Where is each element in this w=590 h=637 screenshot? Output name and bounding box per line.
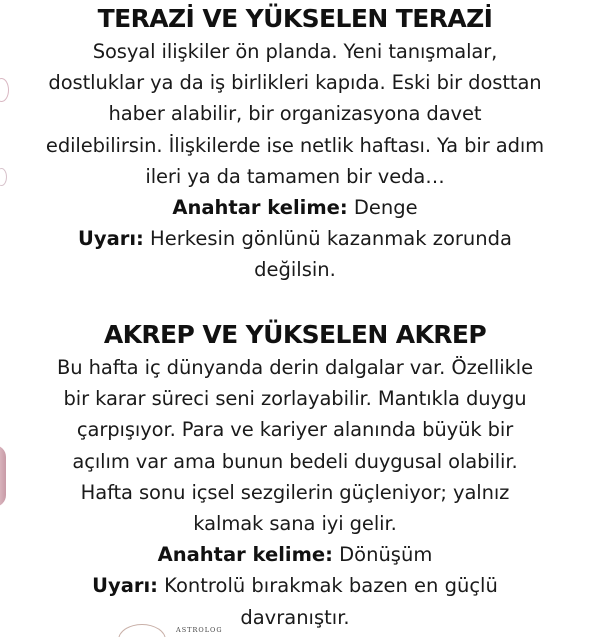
libra-description-line: haber alabilir, bir organizasyona davet (108, 102, 482, 126)
libra-warning (0, 223, 590, 254)
warning-text: Herkesin gönlünü kazanmak zorunda (143, 227, 512, 251)
scorpio-heading: AKREP VE YÜKSELEN AKREP (103, 320, 487, 349)
warning-text: Kontrolü bırakmak bazen en güçlü (157, 574, 498, 598)
scorpio-warning (0, 570, 590, 601)
scorpio-description-line: Bu hafta iç dünyanda derin dalgalar var. Özellikle (56, 356, 534, 379)
keyword-label: Anahtar kelime: (157, 543, 333, 567)
warning-label: Uyarı: (92, 574, 158, 598)
libra-description-line: dostluklar ya da iş birlikleri kapıda. Eski bir dosttan (48, 71, 542, 95)
keyword-label: Anahtar kelime: (172, 196, 348, 220)
warning-label: Uyarı: (78, 227, 144, 251)
libra-section (0, 2, 590, 286)
scorpio-description-line: çarpışıyor. Para ve kariyer alanında büyük bir (76, 418, 514, 442)
libra-warning-continued: değilsin. (254, 258, 336, 282)
libra-heading: TERAZİ VE YÜKSELEN TERAZİ (97, 4, 493, 33)
libra-description-line: Sosyal ilişkiler ön planda. Yeni tanışmalar, (92, 40, 498, 63)
libra-description-line: edilebilirsin. İlişkilerde ise netlik haftası. Ya bir adım (45, 133, 545, 157)
libra-description-line: ileri ya da tamamen bir veda… (145, 164, 445, 188)
scorpio-warning-continued: davranıştır. (240, 605, 350, 629)
scorpio-description-line: kalmak sana iyi gelir. (193, 512, 397, 536)
libra-description (5, 36, 585, 192)
keyword-value: Dönüşüm (332, 543, 433, 567)
scorpio-section (0, 318, 590, 633)
libra-keyword (0, 192, 590, 223)
scorpio-description-line: açılım var ama bunun bedeli duygusal olabilir. (72, 449, 518, 473)
scorpio-keyword (0, 539, 590, 570)
scorpio-description-line: Hafta sonu içsel sezgilerin güçleniyor; yalnız (80, 480, 510, 504)
scorpio-description-line: bir karar süreci seni zorlayabilir. Mantıkla duygu (63, 387, 527, 411)
keyword-value: Denge (347, 196, 418, 220)
scorpio-description (5, 352, 585, 539)
brand-logo-text: ASTROLOG (176, 626, 223, 634)
